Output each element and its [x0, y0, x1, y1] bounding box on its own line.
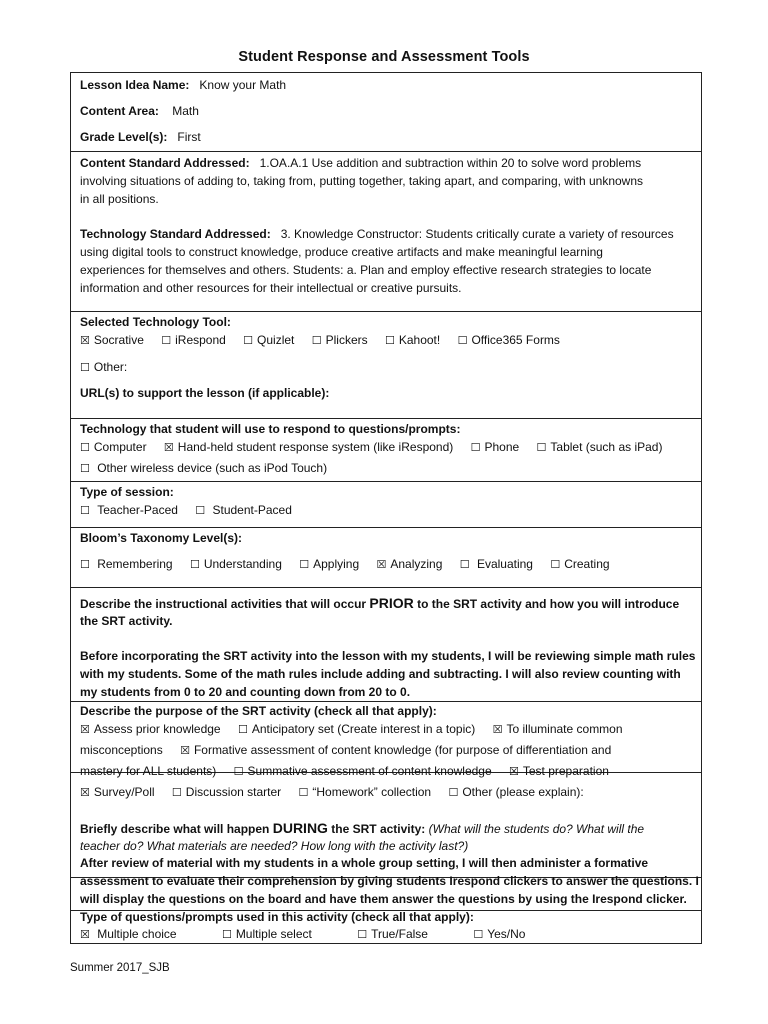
tech-standard-label: Technology Standard Addressed:: [80, 227, 271, 241]
bloom-option-remembering[interactable]: ☐ Remembering: [80, 557, 173, 571]
checkbox-checked-icon: ☒: [508, 765, 519, 778]
tool-option-irespond[interactable]: ☐ iRespond: [161, 333, 226, 347]
checkbox-icon: ☐: [189, 558, 200, 571]
session-option-student-paced[interactable]: ☐ Student-Paced: [195, 503, 292, 517]
checkbox-icon: ☐: [161, 334, 172, 347]
lesson-info-section: [71, 73, 701, 152]
response-technology-label: Technology that student will use to respond to questions/prompts:: [80, 422, 461, 436]
session-type-section: [71, 482, 701, 528]
bloom-option-applying[interactable]: ☐ Applying: [299, 557, 360, 571]
content-area-label: Content Area:: [80, 104, 159, 118]
purpose-option-test-prep[interactable]: ☒ Test preparation: [508, 764, 609, 778]
bloom-option-creating[interactable]: ☐ Creating: [550, 557, 610, 571]
bloom-taxonomy-label: Bloom’s Taxonomy Level(s):: [80, 531, 243, 545]
qtype-option-multiple-choice[interactable]: ☒ Multiple choice: [80, 927, 177, 941]
during-answer-line: assessment to evaluate their comprehension by giving students Irespond clickers to answer the questions. I: [80, 874, 699, 888]
respond-option-other-wireless[interactable]: ☐ Other wireless device (such as iPod Touch): [80, 461, 328, 475]
checkbox-icon: ☐: [171, 786, 182, 799]
tool-option-kahoot[interactable]: ☐ Kahoot!: [384, 333, 441, 347]
purpose-option-homework[interactable]: ☐ “Homework” collection: [298, 785, 432, 799]
checkbox-icon: ☐: [298, 786, 309, 799]
checkbox-icon: ☐: [459, 558, 470, 571]
checkbox-icon: ☐: [237, 723, 248, 736]
prior-question-line: the SRT activity.: [80, 614, 173, 628]
checkbox-checked-icon: ☒: [80, 723, 90, 736]
prior-answer-line: with my students. Some of the math rules include adding and subtracting. I will also review counting with: [80, 667, 681, 681]
purpose-option-other[interactable]: ☐ Other (please explain):: [448, 785, 584, 799]
srt-purpose-section: [71, 701, 701, 878]
respond-option-computer[interactable]: ☐ Computer: [80, 440, 147, 454]
purpose-option-survey[interactable]: ☒ Survey/Poll: [80, 785, 155, 799]
lesson-name-label: Lesson Idea Name:: [80, 78, 190, 92]
standards-section: [71, 152, 701, 312]
checkbox-icon: ☐: [457, 334, 468, 347]
tech-standard-line: 3. Knowledge Constructor: Students critically curate a variety of resources: [280, 227, 674, 241]
checkbox-icon: ☐: [243, 334, 254, 347]
tool-option-socrative[interactable]: ☒ Socrative: [80, 333, 144, 347]
during-question: Briefly describe what will happen DURING the SRT activity: (What will the students do? What will the: [80, 820, 645, 836]
content-standard-line: in all positions.: [80, 192, 159, 206]
checkbox-icon: ☐: [473, 928, 484, 941]
respond-option-handheld[interactable]: ☒ Hand-held student response system (like iRespond): [163, 440, 454, 454]
bloom-taxonomy-section: [71, 528, 701, 588]
technology-tool-section: [71, 312, 701, 419]
checkbox-checked-icon: ☒: [163, 441, 174, 454]
purpose-option-illuminate[interactable]: ☒ To illuminate common: [492, 722, 623, 736]
grade-level-label: Grade Level(s):: [80, 130, 168, 144]
checkbox-checked-icon: ☒: [80, 786, 90, 799]
checkbox-icon: ☐: [299, 558, 310, 571]
checkbox-icon: ☐: [536, 441, 547, 454]
tool-option-other[interactable]: ☐ Other:: [80, 360, 128, 374]
checkbox-icon: ☐: [80, 558, 90, 571]
checkbox-icon: ☐: [221, 928, 232, 941]
purpose-option-anticipatory[interactable]: ☐ Anticipatory set (Create interest in a topic): [237, 722, 476, 736]
technology-tool-label: Selected Technology Tool:: [80, 315, 231, 329]
url-label: URL(s) to support the lesson (if applicable):: [80, 386, 330, 400]
respond-option-tablet[interactable]: ☐ Tablet (such as iPad): [536, 440, 663, 454]
tech-standard-line: using digital tools to construct knowledge, produce creative artifacts and make meaningful learning: [80, 245, 603, 259]
lesson-name-value: Know your Math: [199, 78, 287, 92]
checkbox-icon: ☐: [195, 504, 206, 517]
purpose-line3-text: mastery for ALL students): [80, 764, 217, 778]
checkbox-checked-icon: ☒: [376, 558, 387, 571]
checkbox-icon: ☐: [448, 786, 459, 799]
checkbox-icon: ☐: [80, 504, 90, 517]
bloom-option-evaluating[interactable]: ☐ Evaluating: [459, 557, 533, 571]
tech-standard-line: experiences for themselves and others. Students: a. Plan and employ effective research strategies to locate: [80, 263, 652, 277]
form-table: [70, 72, 702, 944]
qtype-option-true-false[interactable]: ☐ True/False: [357, 927, 428, 941]
question-types-label: Type of questions/prompts used in this activity (check all that apply):: [80, 910, 474, 924]
content-standard-label: Content Standard Addressed:: [80, 156, 250, 170]
prior-answer-line: my students from 0 to 20 and counting down from 20 to 0.: [80, 685, 411, 699]
checkbox-icon: ☐: [311, 334, 322, 347]
content-area-value: Math: [172, 104, 199, 118]
tool-option-plickers[interactable]: ☐ Plickers: [311, 333, 368, 347]
prior-question: Describe the instructional activities that will occur PRIOR to the SRT activity and how you will introduce: [80, 595, 680, 611]
purpose-option-summative[interactable]: ☐ Summative assessment of content knowledge: [233, 764, 492, 778]
session-type-label: Type of session:: [80, 485, 174, 499]
bloom-option-analyzing[interactable]: ☒ Analyzing: [376, 557, 443, 571]
purpose-line2-text: misconceptions: [80, 743, 163, 757]
respond-option-phone[interactable]: ☐ Phone: [470, 440, 520, 454]
checkbox-icon: ☐: [233, 765, 244, 778]
tech-standard-line: information and other resources for their intellectual or creative pursuits.: [80, 281, 462, 295]
document-title: Student Response and Assessment Tools: [238, 49, 530, 65]
tool-option-office365-forms[interactable]: ☐ Office365 Forms: [457, 333, 560, 347]
qtype-option-multiple-select[interactable]: ☐ Multiple select: [221, 927, 312, 941]
content-standard-line: 1.OA.A.1 Use addition and subtraction within 20 to solve word problems: [259, 156, 642, 170]
srt-purpose-label: Describe the purpose of the SRT activity (check all that apply):: [80, 704, 437, 718]
grade-level-value: First: [177, 130, 201, 144]
checkbox-icon: ☐: [80, 462, 90, 475]
session-option-teacher-paced[interactable]: ☐ Teacher-Paced: [80, 503, 178, 517]
checkbox-checked-icon: ☒: [180, 744, 190, 757]
checkbox-icon: ☐: [80, 361, 90, 374]
bloom-option-understanding[interactable]: ☐ Understanding: [189, 557, 282, 571]
checkbox-icon: ☐: [470, 441, 481, 454]
question-types-section: [71, 911, 701, 943]
checkbox-icon: ☐: [357, 928, 368, 941]
during-answer-section: [71, 855, 701, 911]
purpose-option-formative[interactable]: ☒ Formative assessment of content knowledge (for purpose of differentiation and: [180, 743, 612, 757]
checkbox-checked-icon: ☒: [80, 334, 90, 347]
checkbox-icon: ☐: [80, 441, 90, 454]
during-emphasis: DURING: [272, 820, 328, 836]
checkbox-checked-icon: ☒: [492, 723, 503, 736]
checkbox-icon: ☐: [550, 558, 561, 571]
footer-text: Summer 2017_SJB: [70, 962, 170, 974]
content-standard-line: involving situations of adding to, taking from, putting together, taking apart, and comparing, with unknowns: [80, 174, 644, 188]
tool-option-quizlet[interactable]: ☐ Quizlet: [243, 333, 295, 347]
prior-emphasis: PRIOR: [369, 595, 414, 611]
response-technology-section: [71, 419, 701, 482]
during-question-line: teacher do? What materials are needed? How long with the activity last?): [80, 839, 469, 853]
purpose-option-assess-prior[interactable]: ☒ Assess prior knowledge: [80, 722, 221, 736]
during-answer-line: After review of material with my students in a whole group setting, I will then administer a formative: [80, 856, 649, 870]
during-answer-line: will display the questions on the board and have them answer the questions by using the Irespond clicker.: [80, 892, 687, 906]
qtype-option-yes-no[interactable]: ☐ Yes/No: [473, 927, 526, 941]
prior-answer-line: Before incorporating the SRT activity into the lesson with my students, I will be reviewing simple math rules: [80, 649, 696, 663]
checkbox-icon: ☐: [384, 334, 395, 347]
purpose-option-discussion[interactable]: ☐ Discussion starter: [171, 785, 282, 799]
checkbox-checked-icon: ☒: [80, 928, 90, 941]
